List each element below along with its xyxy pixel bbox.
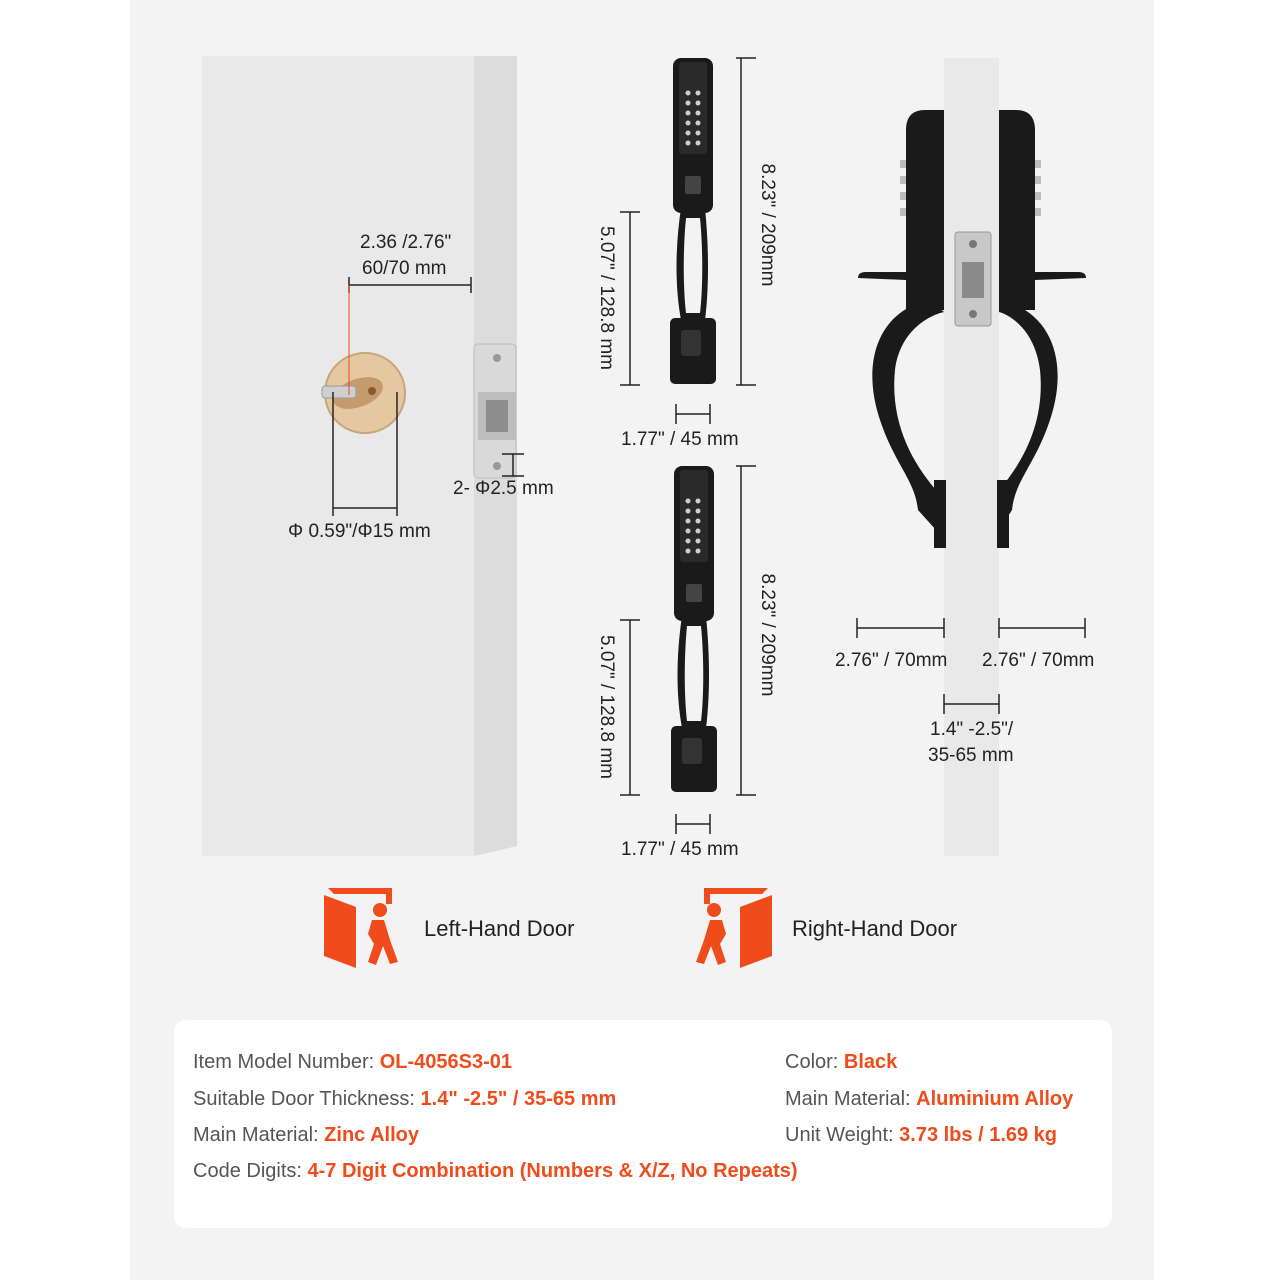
spec-weight [785, 1124, 1057, 1147]
spec-digits-label: Code Digits: [193, 1160, 302, 1182]
spec-digits-value: 4-7 Digit Combination (Numbers & X/Z, No Repeats) [307, 1160, 798, 1182]
spec-material-aluminium [785, 1088, 1073, 1111]
spec-color-label: Color: [785, 1051, 839, 1073]
spec-weight-value: 3.73 lbs / 1.69 kg [899, 1124, 1058, 1146]
backset-label-2: 60/70 mm [362, 258, 447, 279]
spec-material1-value: Zinc Alloy [324, 1124, 419, 1146]
backset-label-1: 2.36 /2.76" [360, 232, 452, 253]
thickness-label-2: 35-65 mm [928, 745, 1014, 766]
spec-thickness-value: 1.4" -2.5" / 35-65 mm [420, 1088, 617, 1110]
spec-material-zinc [193, 1124, 419, 1147]
thickness-label-1: 1.4" -2.5"/ [930, 719, 1014, 740]
left-hand-door-label: Left-Hand Door [424, 916, 575, 941]
spec-thickness-label: Suitable Door Thickness: [193, 1088, 415, 1110]
side-left-label: 2.76" / 70mm [835, 650, 948, 671]
right-hand-door-label: Right-Hand Door [792, 916, 958, 941]
spec-material2-value: Aluminium Alloy [916, 1088, 1074, 1110]
spec-material1-label: Main Material: [193, 1124, 319, 1146]
top-width-label: 1.77" / 45 mm [621, 429, 739, 450]
spec-code-digits [193, 1160, 798, 1183]
spec-model-label: Item Model Number: [193, 1051, 375, 1073]
bore-label: Φ 0.59"/Φ15 mm [288, 521, 431, 542]
spec-model [193, 1051, 512, 1074]
bottom-handle-label: 5.07" / 128.8 mm [596, 634, 617, 780]
spec-color [785, 1051, 897, 1074]
spec-model-value: OL-4056S3-01 [379, 1051, 513, 1073]
side-right-label: 2.76" / 70mm [982, 650, 1095, 671]
spec-weight-label: Unit Weight: [785, 1124, 894, 1146]
spec-thickness [193, 1088, 616, 1111]
top-height-label: 8.23" / 209mm [757, 163, 778, 287]
screw-label: 2- Φ2.5 mm [453, 478, 554, 499]
bottom-width-label: 1.77" / 45 mm [621, 839, 739, 860]
spec-material2-label: Main Material: [785, 1088, 911, 1110]
top-handle-label: 5.07" / 128.8 mm [596, 225, 617, 371]
bottom-height-label: 8.23" / 209mm [757, 573, 778, 697]
spec-color-value: Black [843, 1051, 898, 1073]
